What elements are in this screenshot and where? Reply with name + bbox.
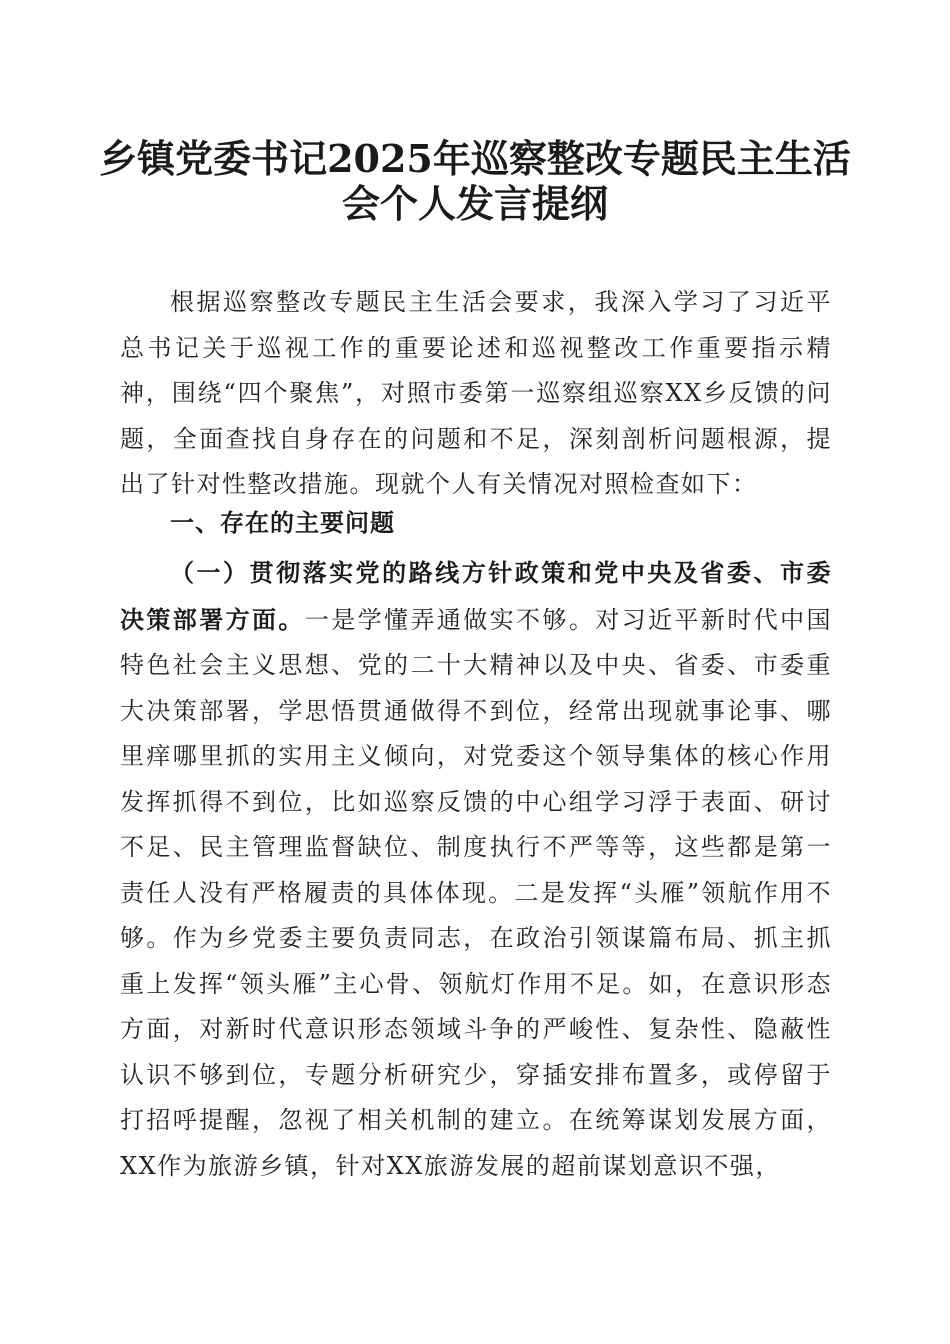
section-paragraph <box>120 550 832 1189</box>
subsection-body: 一是学懂弄通做实不够。对习近平新时代中国特色社会主义思想、党的二十大精神以及中央、省委、市委重大决策部署，学思悟贯通做得不到位，经常出现就事论事、哪里痒哪里抓的实用主义倾向，对党委这个领导集体的核心作用发挥抓得不到位，比如巡察反馈的中心组学习浮于表面、研讨不足、民主管理监督缺位、制度执行不严等等，这些都是第一责任人没有严格履责的具体体现。二是发挥“头雁”领航作用不够。作为乡党委主要负责同志，在政治引领谋篇布局、抓主抓重上发挥“领头雁”主心骨、领航灯作用不足。如，在意识形态方面，对新时代意识形态领域斗争的严峻性、复杂性、隐蔽性认识不够到位，专题分析研究少，穿插安排布置多，或停留于打招呼提醒，忽视了相关机制的建立。在统筹谋划发展方面，XX作为旅游乡镇，针对XX旅游发展的超前谋划意识不强， <box>120 605 832 1180</box>
intro-paragraph: 根据巡察整改专题民主生活会要求，我深入学习了习近平总书记关于巡视工作的重要论述和巡视整改工作重要指示精神，围绕“四个聚焦”，对照市委第一巡察组巡察XX乡反馈的问题，全面查找自身存在的问题和不足，深刻剖析问题根源，提出了针对性整改措施。现就个人有关情况对照检查如下： <box>120 288 832 498</box>
document-title-line1: 乡镇党委书记2025年巡察整改专题民主生活 <box>99 136 851 181</box>
section-heading: 一、存在的主要问题 <box>170 509 395 537</box>
subsection-title: （一）贯彻落实党的路线方针政策和党中央及省委、市委决策部署方面。 <box>120 558 832 634</box>
document-title-line2: 会个人发言提纲 <box>341 181 608 226</box>
